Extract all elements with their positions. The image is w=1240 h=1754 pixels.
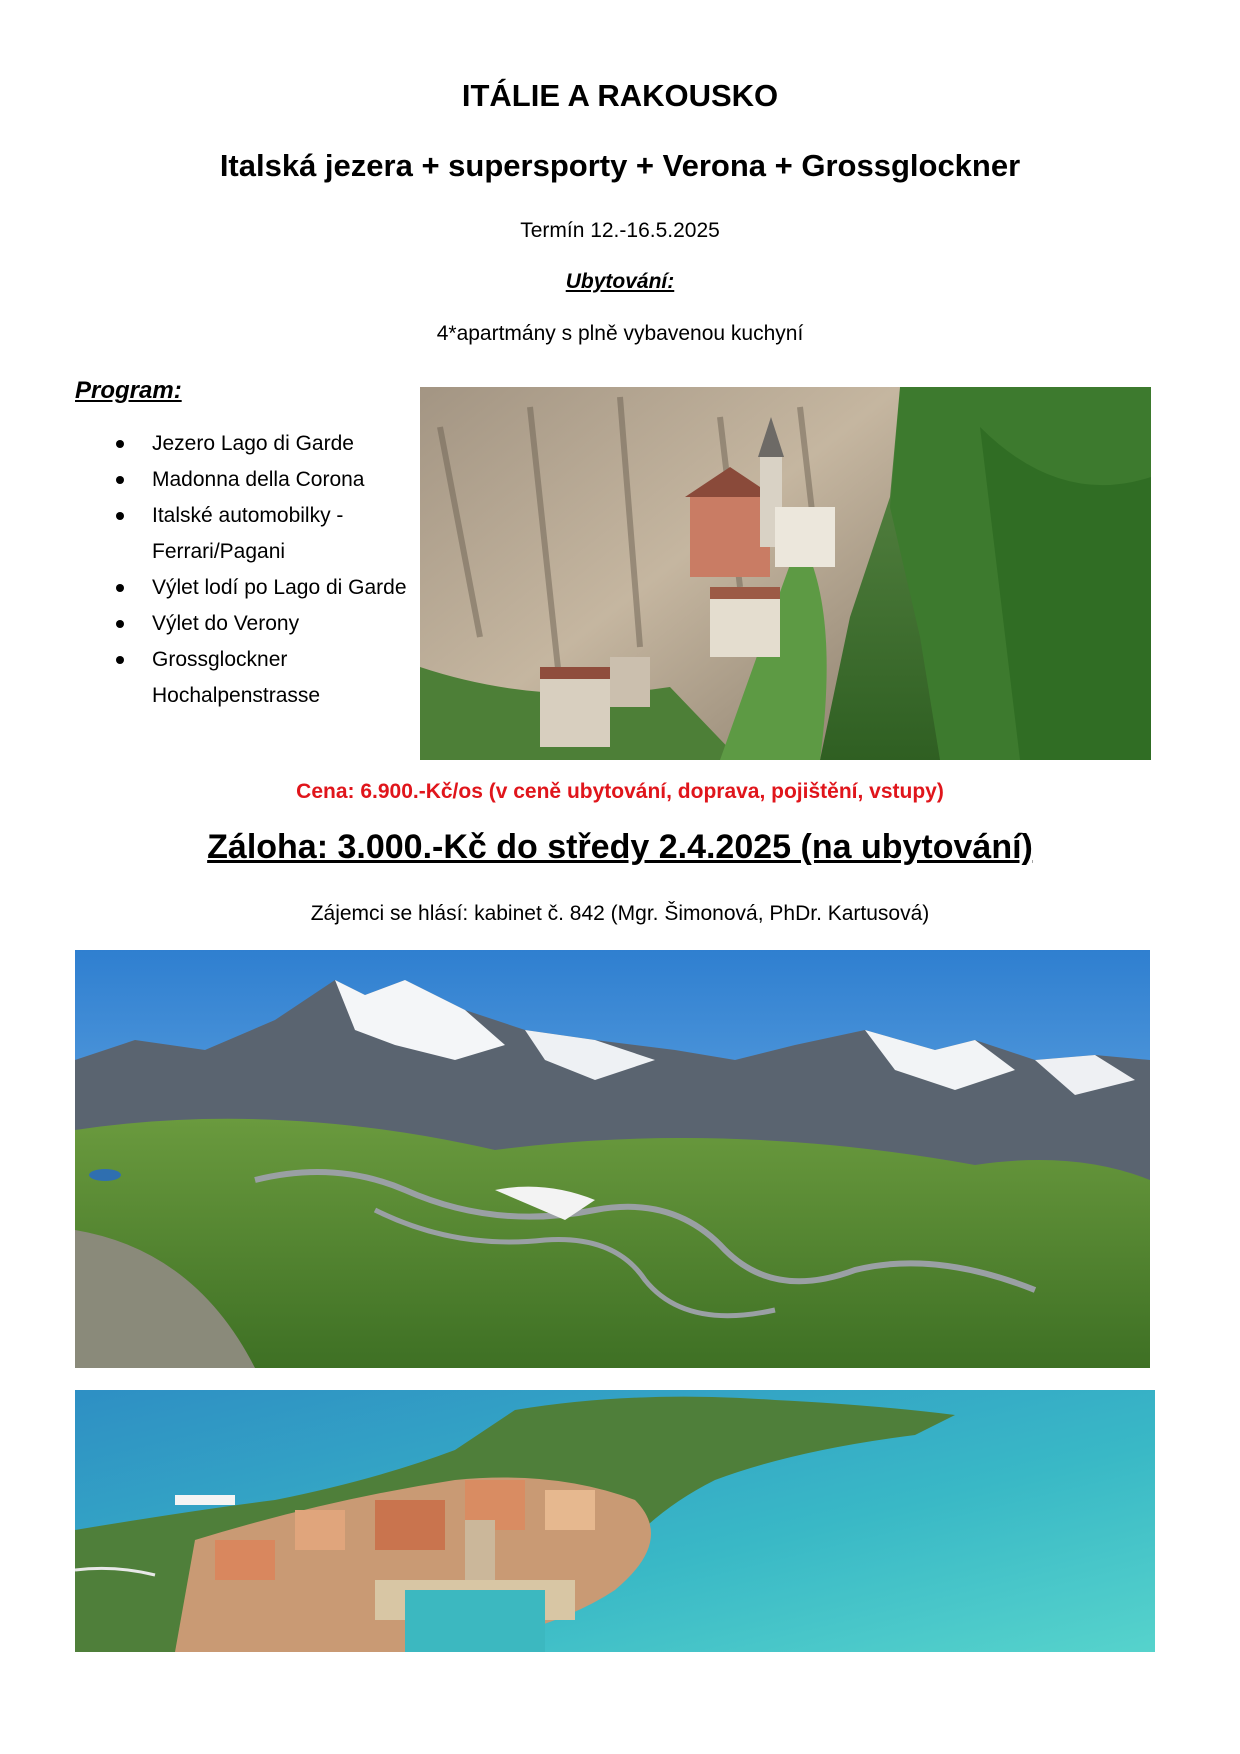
program-item-label: Výlet lodí po Lago di Garde <box>152 576 407 599</box>
price-text: Cena: 6.900.-Kč/os (v ceně ubytování, doprava, pojištění, vstupy) <box>296 780 944 803</box>
program-list <box>110 426 410 714</box>
program-heading: Program: <box>75 377 182 404</box>
bullet-icon <box>116 512 124 520</box>
accommodation-heading: Ubytování: <box>565 270 675 293</box>
lake-garda-town-photo <box>75 1390 1155 1652</box>
bullet-icon <box>116 584 124 592</box>
bullet-icon <box>116 476 124 484</box>
program-item-label: Grossglockner Hochalpenstrasse <box>152 648 321 707</box>
deposit-text: Záloha: 3.000.-Kč do středy 2.4.2025 (na ubytování) <box>207 828 1033 866</box>
page-subtitle: Italská jezera + supersporty + Verona + Grossglockner <box>219 148 1021 183</box>
list-item <box>110 498 410 570</box>
bullet-icon <box>116 440 124 448</box>
list-item <box>110 570 410 606</box>
grossglockner-road-photo <box>75 950 1150 1368</box>
term-date: Termín 12.-16.5.2025 <box>520 219 720 242</box>
program-item-label: Madonna della Corona <box>152 468 365 491</box>
list-item <box>110 426 410 462</box>
sanctuary-cliff-photo <box>420 387 1151 760</box>
list-item <box>110 462 410 498</box>
bullet-icon <box>116 620 124 628</box>
program-item-label: Italské automobilky - Ferrari/Pagani <box>152 504 344 563</box>
accommodation-text: 4*apartmány s plně vybavenou kuchyní <box>436 322 804 345</box>
program-item-label: Jezero Lago di Garde <box>152 432 354 455</box>
contact-text: Zájemci se hlásí: kabinet č. 842 (Mgr. Šimonová, PhDr. Kartusová) <box>310 902 930 925</box>
page-title: ITÁLIE A RAKOUSKO <box>461 78 779 113</box>
list-item <box>110 606 410 642</box>
program-item-label: Výlet do Verony <box>152 612 300 635</box>
bullet-icon <box>116 656 124 664</box>
list-item <box>110 642 410 714</box>
